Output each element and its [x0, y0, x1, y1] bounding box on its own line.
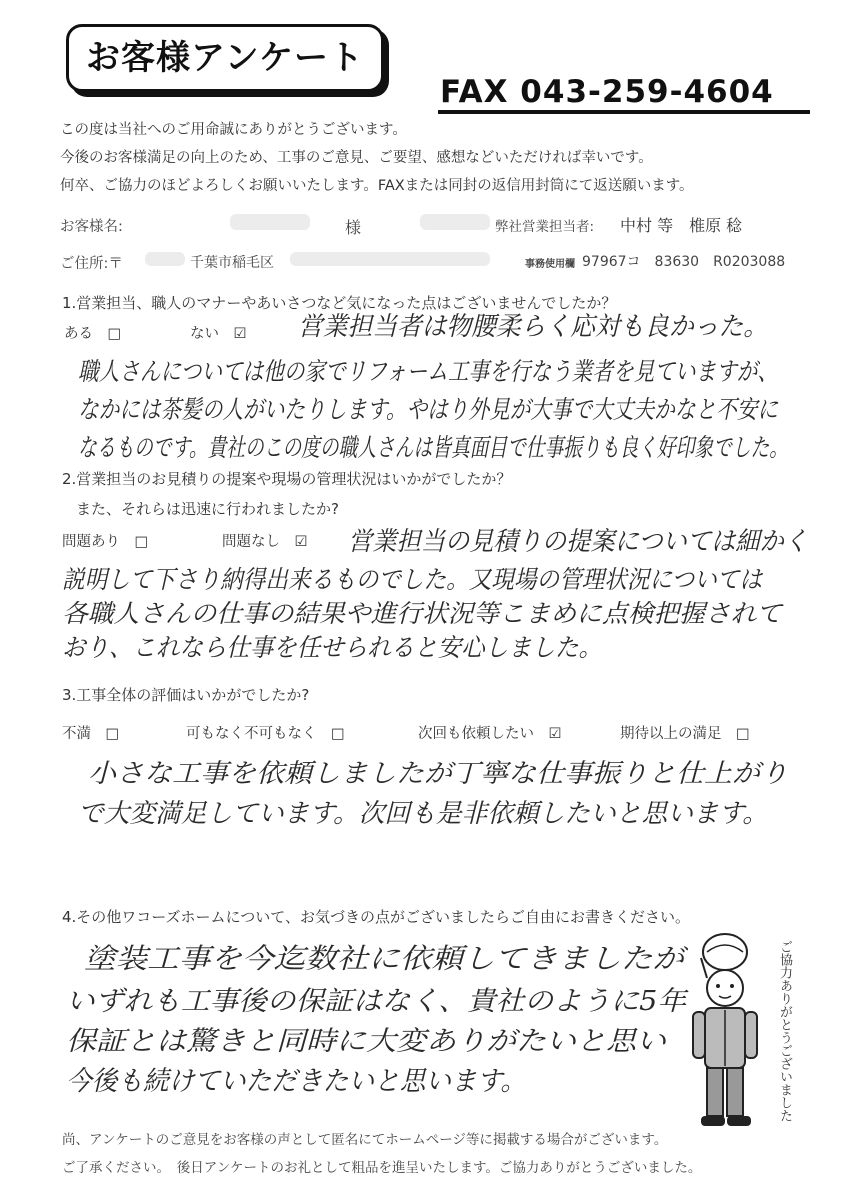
q1-answer-text-2: 職人さんについては他の家でリフォーム工事を行なう業者を見ていますが、 — [78, 357, 778, 386]
title-box — [66, 24, 384, 92]
honorific: 様 — [345, 218, 362, 237]
q1-answer-text-1: 営業担当者は物腰柔らく応対も良かった。 — [298, 312, 768, 342]
customer-name-label: お客様名: — [60, 219, 123, 235]
intro-line-3: 何卒、ご協力のほどよろしくお願いいたします。FAXまたは同封の返信用封筒にて返送願います。 — [60, 178, 694, 194]
q2-answer-text-1: 営業担当の見積りの提案については細かく — [348, 527, 808, 557]
redacted-name-2 — [420, 214, 490, 230]
office-use-label: 事務使用欄 — [525, 259, 575, 270]
footer-line-1: 尚、アンケートのご意見をお客様の声として匿名にてホームページ等に掲載する場合がございます。 — [62, 1132, 668, 1148]
q4-question: 4.その他ワコーズホームについて、お気づきの点がございましたらご自由にお書きください。 — [62, 908, 690, 926]
q2-answer-text-3: 各職人さんの仕事の結果や進行状況等こまめに点検把握されて — [62, 599, 785, 628]
q3-answer-text-1: 小さな工事を依頼しましたが丁寧な仕事振りと仕上がり — [88, 759, 788, 789]
address: 千葉市稲毛区 — [190, 255, 274, 271]
intro-line-1: この度は当社へのご用命誠にありがとうございます。 — [60, 122, 407, 138]
fax-underline — [438, 110, 810, 114]
q3-question: 3.工事全体の評価はいかがでしたか? — [62, 686, 310, 704]
mascot-thanks-text: ご協力ありがとうございました — [777, 940, 792, 1122]
q3-option-neutral[interactable]: 可もなく不可もなく □ — [186, 726, 345, 742]
q3-option-request-again[interactable]: 次回も依頼したい ☑ — [418, 726, 562, 742]
q1-option-no[interactable]: ない ☑ — [190, 326, 247, 342]
q1-answer-line-1 — [296, 308, 796, 348]
redacted-name — [230, 214, 310, 230]
rep-names: 中村 等 椎原 稔 — [620, 216, 743, 235]
q2-answer-line-1 — [346, 520, 816, 564]
q4-answer-text-1: 塗装工事を今迄数社に依頼してきましたが — [84, 942, 689, 975]
q3-answer-block — [76, 748, 806, 838]
rep-label: 弊社営業担当者: — [495, 219, 595, 235]
q2-answer-block — [60, 560, 800, 670]
q2-question: 2.営業担当のお見積りの提案や現場の管理状況はいかがでしたか？ — [62, 470, 512, 488]
q2-question-2: また、それらは迅速に行われましたか? — [76, 500, 339, 518]
redacted-address — [290, 252, 490, 266]
q2-answer-text-2: 説明して下さり納得出来るものでした。又現場の管理状況については — [62, 565, 764, 594]
q3-option-exceeded[interactable]: 期待以上の満足 □ — [620, 726, 750, 742]
worker-mascot-icon — [685, 930, 765, 1130]
q1-option-yes[interactable]: ある □ — [64, 326, 122, 342]
fax-number: FAX 043-259-4604 — [440, 74, 774, 110]
q1-answer-text-3: なかには茶髪の人がいたりします。やはり外見が大事で大丈夫かなと不安に — [78, 395, 779, 424]
q2-option-no-problem[interactable]: 問題なし ☑ — [222, 534, 308, 550]
q4-answer-text-4: 今後も続けていただきたいと思います。 — [66, 1066, 526, 1097]
q3-option-dissatisfied[interactable]: 不満 □ — [62, 726, 120, 742]
q4-answer-text-2: いずれも工事後の保証はなく、貴社のように5年 — [66, 986, 690, 1017]
page-title: お客様アンケート — [86, 38, 364, 78]
q4-answer-block — [64, 934, 704, 1104]
redacted-zip — [145, 252, 185, 266]
q2-answer-text-4: おり、これなら仕事を任せられると安心しました。 — [62, 633, 602, 662]
footer-line-2: ご了承ください。 後日アンケートのお礼として粗品を進呈いたします。ご協力ありがとうございました。 — [62, 1160, 702, 1176]
q1-answer-text-4: なるものです。貴社のこの度の職人さんは皆真面目で仕事振りも良く好印象でした。 — [78, 433, 788, 462]
q1-question: 1.営業担当、職人のマナーやあいさつなど気になった点はございませんでしたか？ — [62, 294, 617, 312]
q2-option-problem[interactable]: 問題あり □ — [62, 534, 149, 550]
q4-answer-text-3: 保証とは驚きと同時に大変ありがたいと思い — [66, 1026, 666, 1057]
intro-line-2: 今後のお客様満足の向上のため、工事のご意見、ご要望、感想などいただければ幸いです。 — [60, 150, 653, 166]
q1-answer-block — [76, 350, 796, 470]
q3-answer-text-2: で大変満足しています。次回も是非依頼したいと思います。 — [78, 799, 768, 829]
office-codes: 97967コ 83630 R0203088 — [582, 254, 786, 270]
address-label: ご住所:〒 — [60, 256, 123, 272]
